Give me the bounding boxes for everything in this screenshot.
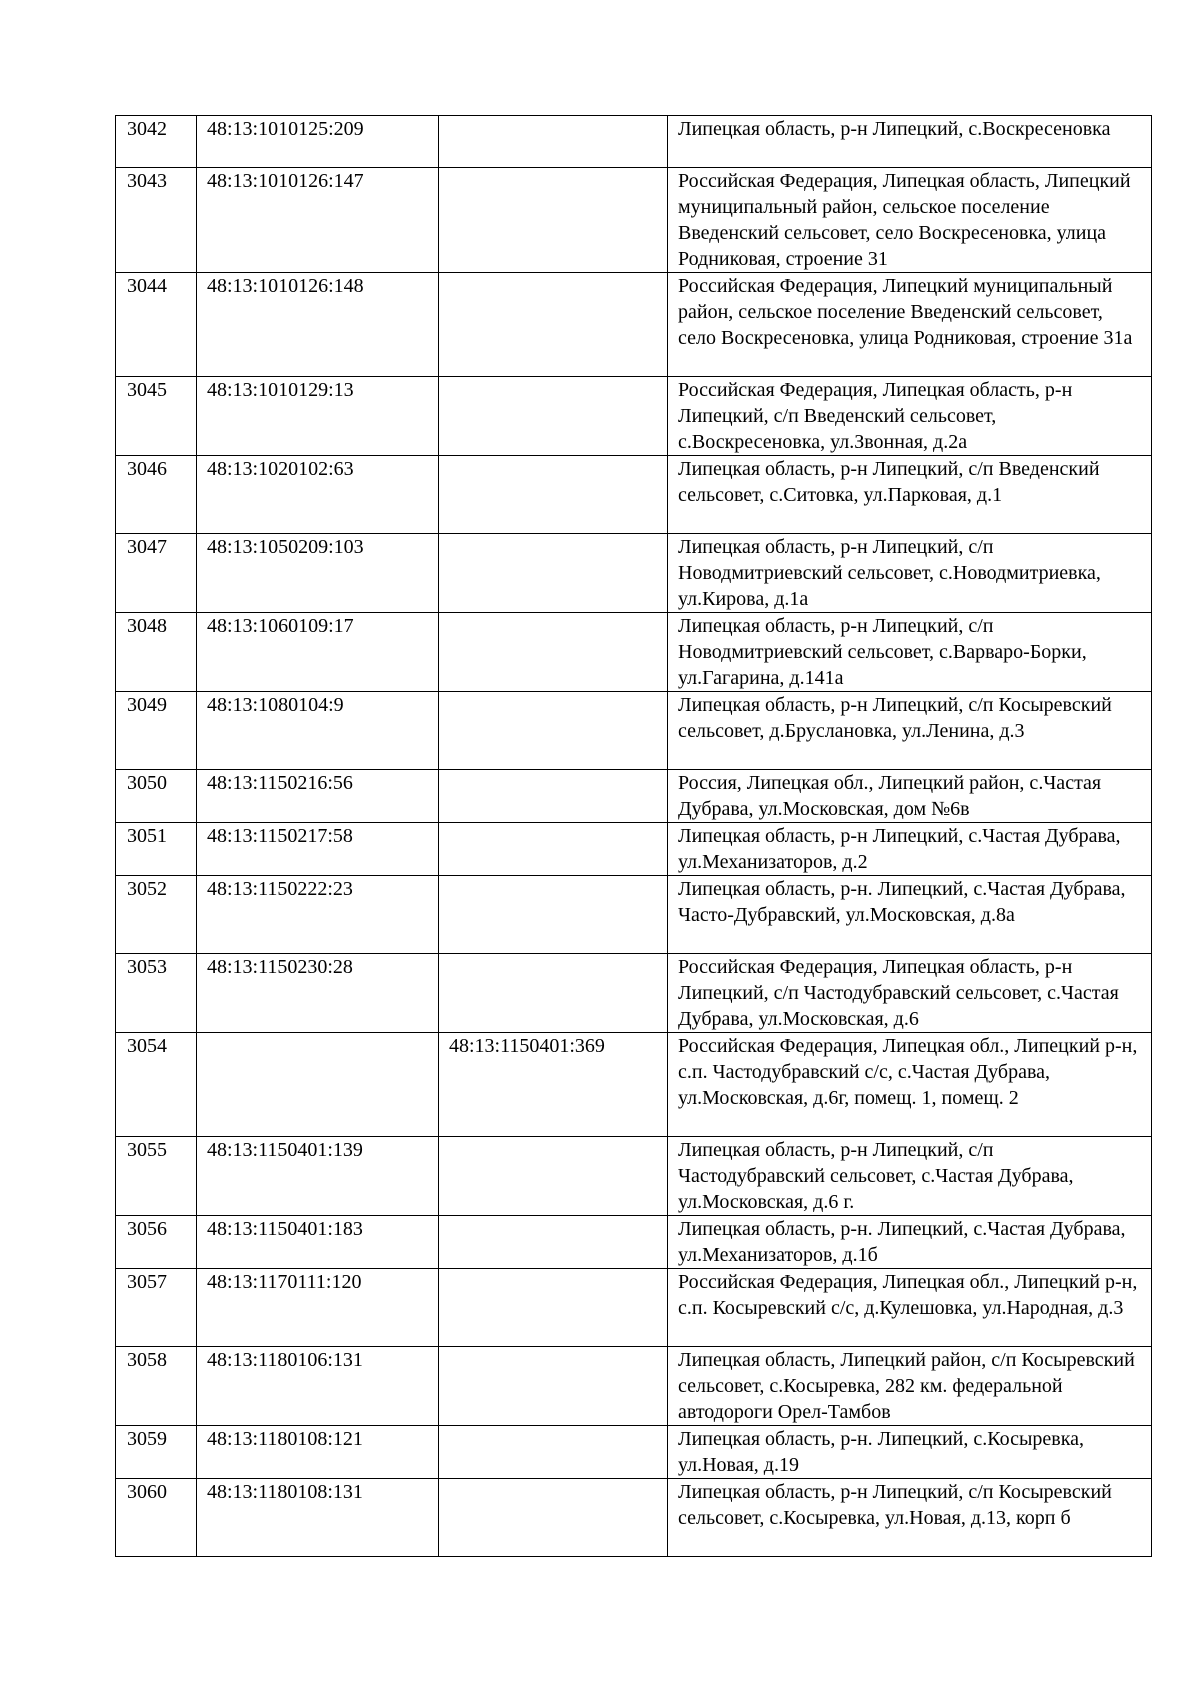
table-body — [116, 116, 1152, 1557]
table-row — [116, 168, 1152, 273]
table-row — [116, 534, 1152, 613]
cadastral-number-alt — [439, 1137, 668, 1216]
cadastral-number: 48:13:1010125:209 — [197, 116, 439, 168]
cadastral-number: 48:13:1150401:139 — [197, 1137, 439, 1216]
cadastral-number: 48:13:1150216:56 — [197, 770, 439, 823]
cadastral-number: 48:13:1010126:148 — [197, 273, 439, 377]
table-row — [116, 1347, 1152, 1426]
address-cell: Липецкая область, р-н Липецкий, с/п Частодубравский сельсовет, с.Частая Дубрава, ул.Московская, д.6 г. — [668, 1137, 1152, 1216]
cadastral-number: 48:13:1180108:131 — [197, 1479, 439, 1557]
cadastral-number-alt — [439, 534, 668, 613]
cadastral-number-alt — [439, 1269, 668, 1347]
address-cell: Российская Федерация, Липецкая обл., Липецкий р-н, с.п. Косыревский с/с, д.Кулешовка, ул.Народная, д.3 — [668, 1269, 1152, 1347]
row-number: 3046 — [116, 456, 197, 534]
address-cell: Россия, Липецкая обл., Липецкий район, с.Частая Дубрава, ул.Московская, дом №6в — [668, 770, 1152, 823]
row-number: 3052 — [116, 876, 197, 954]
cadastral-number-alt — [439, 954, 668, 1033]
address-cell: Липецкая область, Липецкий район, с/п Косыревский сельсовет, с.Косыревка, 282 км. федеральной автодороги Орел-Тамбов — [668, 1347, 1152, 1426]
cadastral-number-alt — [439, 692, 668, 770]
table-row — [116, 1426, 1152, 1479]
row-number: 3044 — [116, 273, 197, 377]
cadastral-number-alt — [439, 456, 668, 534]
cadastral-number-alt — [439, 273, 668, 377]
row-number: 3051 — [116, 823, 197, 876]
cadastral-number: 48:13:1150217:58 — [197, 823, 439, 876]
cadastral-number-alt — [439, 1479, 668, 1557]
cadastral-number-alt: 48:13:1150401:369 — [439, 1033, 668, 1137]
row-number: 3058 — [116, 1347, 197, 1426]
cadastral-number: 48:13:1150401:183 — [197, 1216, 439, 1269]
address-cell: Липецкая область, р-н. Липецкий, с.Частая Дубрава, Часто-Дубравский, ул.Московская, д.8а — [668, 876, 1152, 954]
table-row — [116, 1269, 1152, 1347]
table-row — [116, 1479, 1152, 1557]
address-cell: Российская Федерация, Липецкая область, Липецкий муниципальный район, сельское поселение Введенский сельсовет, село Воскресеновка, улица Родниковая, строение 31 — [668, 168, 1152, 273]
row-number: 3045 — [116, 377, 197, 456]
cadastral-number-alt — [439, 168, 668, 273]
address-cell: Российская Федерация, Липецкая область, р-н Липецкий, с/п Частодубравский сельсовет, с.Частая Дубрава, ул.Московская, д.6 — [668, 954, 1152, 1033]
row-number: 3060 — [116, 1479, 197, 1557]
address-cell: Липецкая область, р-н Липецкий, с/п Новодмитриевский сельсовет, с.Новодмитриевка, ул.Кирова, д.1а — [668, 534, 1152, 613]
address-cell: Российская Федерация, Липецкая обл., Липецкий р-н, с.п. Частодубравский с/с, с.Частая Дубрава, ул.Московская, д.6г, помещ. 1, помещ. 2 — [668, 1033, 1152, 1137]
cadastral-number — [197, 1033, 439, 1137]
row-number: 3049 — [116, 692, 197, 770]
table-row — [116, 692, 1152, 770]
table-row — [116, 456, 1152, 534]
table-row — [116, 1137, 1152, 1216]
cadastral-number: 48:13:1180106:131 — [197, 1347, 439, 1426]
address-cell: Российская Федерация, Липецкая область, р-н Липецкий, с/п Введенский сельсовет, с.Воскресеновка, ул.Звонная, д.2а — [668, 377, 1152, 456]
table-row — [116, 377, 1152, 456]
row-number: 3054 — [116, 1033, 197, 1137]
address-cell: Липецкая область, р-н Липецкий, с.Воскресеновка — [668, 116, 1152, 168]
cadastral-number-alt — [439, 377, 668, 456]
address-cell: Российская Федерация, Липецкий муниципальный район, сельское поселение Введенский сельсовет, село Воскресеновка, улица Родниковая, строение 31а — [668, 273, 1152, 377]
cadastral-number-alt — [439, 1426, 668, 1479]
address-cell: Липецкая область, р-н Липецкий, с/п Введенский сельсовет, с.Ситовка, ул.Парковая, д.1 — [668, 456, 1152, 534]
cadastral-number: 48:13:1150230:28 — [197, 954, 439, 1033]
cadastral-number: 48:13:1060109:17 — [197, 613, 439, 692]
cadastral-number-alt — [439, 770, 668, 823]
address-cell: Липецкая область, р-н. Липецкий, с.Косыревка, ул.Новая, д.19 — [668, 1426, 1152, 1479]
address-cell: Липецкая область, р-н Липецкий, с/п Косыревский сельсовет, д.Бруслановка, ул.Ленина, д.3 — [668, 692, 1152, 770]
cadastral-number-alt — [439, 876, 668, 954]
table-row — [116, 116, 1152, 168]
row-number: 3056 — [116, 1216, 197, 1269]
table-row — [116, 1216, 1152, 1269]
row-number: 3053 — [116, 954, 197, 1033]
cadastral-number-alt — [439, 823, 668, 876]
cadastral-number: 48:13:1150222:23 — [197, 876, 439, 954]
table-row — [116, 876, 1152, 954]
cadastral-number: 48:13:1080104:9 — [197, 692, 439, 770]
cadastral-number: 48:13:1050209:103 — [197, 534, 439, 613]
cadastral-number: 48:13:1010126:147 — [197, 168, 439, 273]
cadastral-number: 48:13:1010129:13 — [197, 377, 439, 456]
address-cell: Липецкая область, р-н Липецкий, с/п Новодмитриевский сельсовет, с.Варваро-Борки, ул.Гагарина, д.141а — [668, 613, 1152, 692]
address-cell: Липецкая область, р-н Липецкий, с/п Косыревский сельсовет, с.Косыревка, ул.Новая, д.13, корп б — [668, 1479, 1152, 1557]
row-number: 3057 — [116, 1269, 197, 1347]
row-number: 3043 — [116, 168, 197, 273]
row-number: 3050 — [116, 770, 197, 823]
property-table — [115, 115, 1152, 1557]
cadastral-number: 48:13:1180108:121 — [197, 1426, 439, 1479]
table-row — [116, 1033, 1152, 1137]
row-number: 3048 — [116, 613, 197, 692]
row-number: 3047 — [116, 534, 197, 613]
table-row — [116, 613, 1152, 692]
address-cell: Липецкая область, р-н. Липецкий, с.Частая Дубрава, ул.Механизаторов, д.1б — [668, 1216, 1152, 1269]
row-number: 3055 — [116, 1137, 197, 1216]
row-number: 3042 — [116, 116, 197, 168]
cadastral-number-alt — [439, 1347, 668, 1426]
cadastral-number: 48:13:1020102:63 — [197, 456, 439, 534]
cadastral-number-alt — [439, 116, 668, 168]
table-row — [116, 273, 1152, 377]
table-row — [116, 954, 1152, 1033]
table-row — [116, 823, 1152, 876]
cadastral-number-alt — [439, 613, 668, 692]
table-row — [116, 770, 1152, 823]
address-cell: Липецкая область, р-н Липецкий, с.Частая Дубрава, ул.Механизаторов, д.2 — [668, 823, 1152, 876]
cadastral-number-alt — [439, 1216, 668, 1269]
row-number: 3059 — [116, 1426, 197, 1479]
cadastral-number: 48:13:1170111:120 — [197, 1269, 439, 1347]
